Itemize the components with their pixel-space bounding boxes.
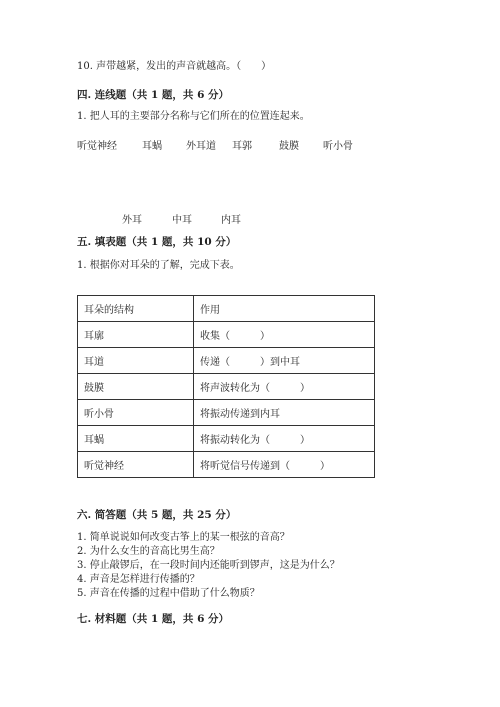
table-header-row [78, 296, 375, 322]
ear-structure-table [77, 295, 375, 478]
table-cell: 将声波转化为（ ） [194, 374, 375, 400]
table-cell: 耳廓 [78, 322, 194, 348]
table-row [78, 374, 375, 400]
table-cell: 耳蜗 [78, 426, 194, 452]
table-row [78, 348, 375, 374]
table-row [78, 426, 375, 452]
table-cell: 传递（ ）到中耳 [194, 348, 375, 374]
table-header-cell: 作用 [194, 296, 375, 322]
top-term-cochlea: 耳蜗 [142, 141, 162, 152]
list-item: 3. 停止敲锣后，在一段时间内还能听到锣声，这是为什么？ [77, 560, 340, 571]
section-5-question: 1. 根据你对耳朵的了解，完成下表。 [77, 260, 240, 271]
table-cell: 将振动传递到内耳 [194, 400, 375, 426]
table-cell: 将听觉信号传递到（ ） [194, 452, 375, 478]
table-row [78, 400, 375, 426]
bottom-term-inner-ear: 内耳 [221, 215, 241, 226]
list-item: 5. 声音在传播的过程中借助了什么物质？ [77, 588, 260, 599]
top-term-eardrum: 鼓膜 [279, 141, 299, 152]
section-4-question: 1. 把人耳的主要部分名称与它们所在的位置连起来。 [77, 111, 310, 122]
top-term-auditory-nerve: 听觉神经 [77, 141, 117, 152]
section-4-heading: 四. 连线题（共 1 题，共 6 分） [77, 89, 230, 101]
table-cell: 听小骨 [78, 400, 194, 426]
table-header-cell: 耳朵的结构 [78, 296, 194, 322]
list-item: 2. 为什么女生的音高比男生高？ [77, 546, 220, 557]
table-row [78, 322, 375, 348]
section-5-heading: 五. 填表题（共 1 题，共 10 分） [77, 236, 237, 248]
list-item: 1. 简单说说如何改变古筝上的某一根弦的音高？ [77, 532, 290, 543]
question-10: 10. 声带越紧，发出的声音就越高。（ ） [77, 61, 272, 72]
short-answer-list [77, 531, 340, 601]
top-term-ossicles: 听小骨 [323, 141, 353, 152]
section-6-heading: 六. 简答题（共 5 题，共 25 分） [77, 509, 237, 521]
section-7-heading: 七. 材料题（共 1 题，共 6 分） [77, 613, 230, 625]
table-row [78, 452, 375, 478]
table-cell: 将振动转化为（ ） [194, 426, 375, 452]
table-cell: 收集（ ） [194, 322, 375, 348]
list-item: 4. 声音是怎样进行传播的？ [77, 574, 200, 585]
table-cell: 耳道 [78, 348, 194, 374]
bottom-term-middle-ear: 中耳 [172, 215, 192, 226]
top-term-ear-canal: 外耳道 [186, 141, 216, 152]
bottom-term-outer-ear: 外耳 [122, 215, 142, 226]
top-term-auricle: 耳郭 [232, 141, 252, 152]
table-cell: 听觉神经 [78, 452, 194, 478]
table-cell: 鼓膜 [78, 374, 194, 400]
